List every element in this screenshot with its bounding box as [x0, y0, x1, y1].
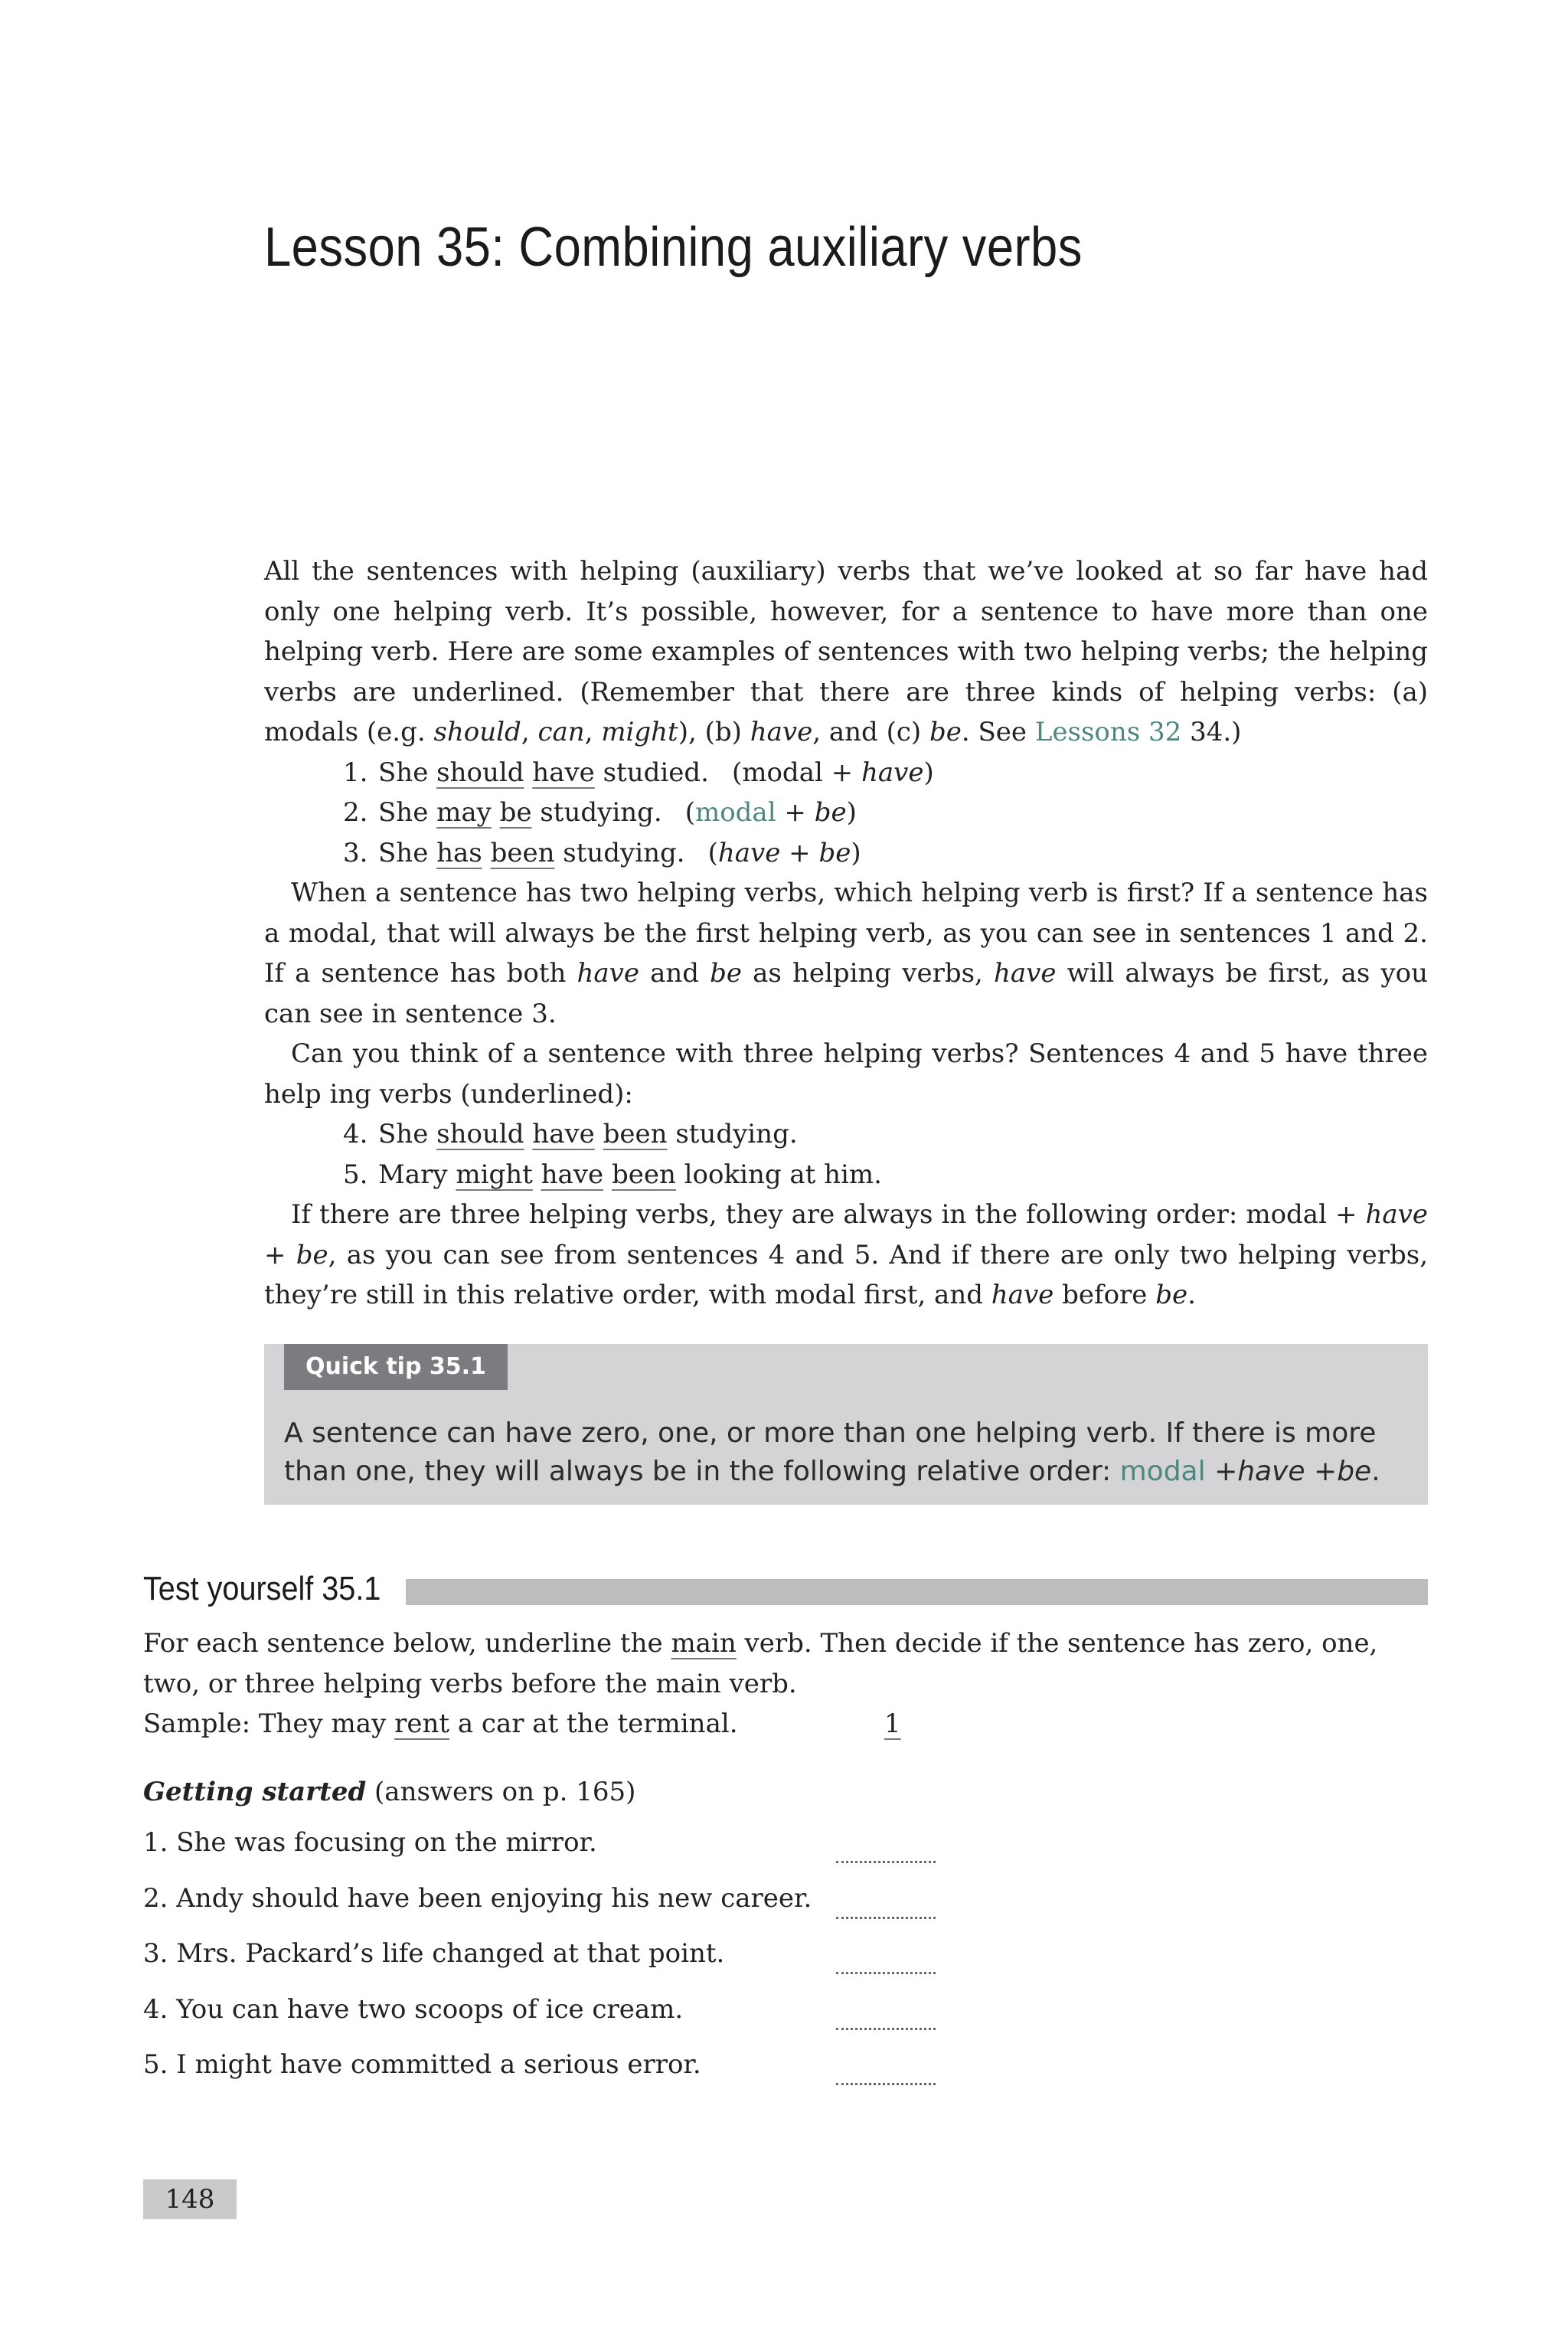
question-item: 4. You can have two scoops of ice cream. — [143, 1990, 985, 2045]
intro-paragraph: All the sentences with helping (auxiliary) verbs that we’ve looked at so far have had only one helping verb. It’s possible, however, for a sentence to have more than one helping verb. Here are some examples of sentences with two helping verbs; the helping verbs are underlined. (Remember that there are three kinds of helping verbs: (a) modals (e.g. should, can, might), (b) have, and (c) be. See Lessons 32 34.) — [264, 556, 1428, 747]
test-header-bar — [406, 1579, 1428, 1605]
quick-tip-label: Quick tip 35.1 — [284, 1344, 508, 1390]
order-paragraph: When a sentence has two helping verbs, which helping verb is first? If a sentence has a modal, that will always be the first helping verb, as you can see in sentences 1 and 2. If a sentence has both have and be as helping verbs, have will always be first, as you can see in sentence 3. — [264, 878, 1428, 1029]
modal-link[interactable]: modal — [694, 797, 776, 828]
example-2: 2. She may be studying. (modal + be) — [343, 797, 857, 828]
page-number: 148 — [143, 2179, 237, 2219]
sample-line: Sample: They may rent a car at the terminal. 1 — [143, 1704, 1428, 1744]
answer-blank[interactable] — [836, 2012, 936, 2030]
example-4: 4. She should have been studying. — [343, 1119, 798, 1149]
lessons-link[interactable]: Lessons 32 — [1034, 717, 1182, 747]
quick-tip-box — [264, 1344, 1428, 1505]
example-3: 3. She has been studying. (have + be) — [343, 837, 861, 868]
lesson-body — [264, 551, 1428, 1316]
test-title: Test yourself 35.1 — [143, 1570, 381, 1607]
question-item: 3. Mrs. Packard’s life changed at that point. — [143, 1934, 985, 1990]
example-5: 5. Mary might have been looking at him. — [343, 1159, 882, 1190]
question-list — [143, 1823, 985, 2101]
test-header — [143, 1570, 1428, 1616]
three-verbs-paragraph: Can you think of a sentence with three helping verbs? Sentences 4 and 5 have three help ing verbs (underlined): — [264, 1038, 1428, 1110]
summary-paragraph: If there are three helping verbs, they are always in the following order: modal + have + be, as you can see from sentences 4 and 5. And if there are only two helping verbs, they’re still in this relative order, with modal first, and have before be. — [264, 1199, 1429, 1310]
answer-blank[interactable] — [836, 1957, 936, 1974]
question-item: 5. I might have committed a serious error. — [143, 2045, 985, 2101]
tip-modal-link[interactable]: modal — [1119, 1456, 1206, 1487]
answer-blank[interactable] — [836, 2068, 936, 2085]
quick-tip-text: A sentence can have zero, one, or more than one helping verb. If there is more than one, they will always be in the following relative order: modal +have +be. — [284, 1417, 1380, 1487]
answer-blank[interactable] — [836, 1901, 936, 1919]
getting-started-heading: Getting started (answers on p. 165) — [143, 1776, 636, 1807]
answer-blank[interactable] — [836, 1846, 936, 1863]
test-body — [143, 1623, 1428, 1812]
test-instructions: For each sentence below, underline the main verb. Then decide if the sentence has zero, one, two, or three helping verbs before the main verb. — [143, 1628, 1378, 1699]
question-item: 1. She was focusing on the mirror. — [143, 1823, 985, 1878]
question-item: 2. Andy should have been enjoying his new career. — [143, 1878, 985, 1934]
example-1: 1. She should have studied. (modal + have) — [343, 757, 934, 788]
page-title: Lesson 35: Combining auxiliary verbs — [264, 217, 1083, 278]
sample-answer: 1 — [884, 1708, 901, 1739]
